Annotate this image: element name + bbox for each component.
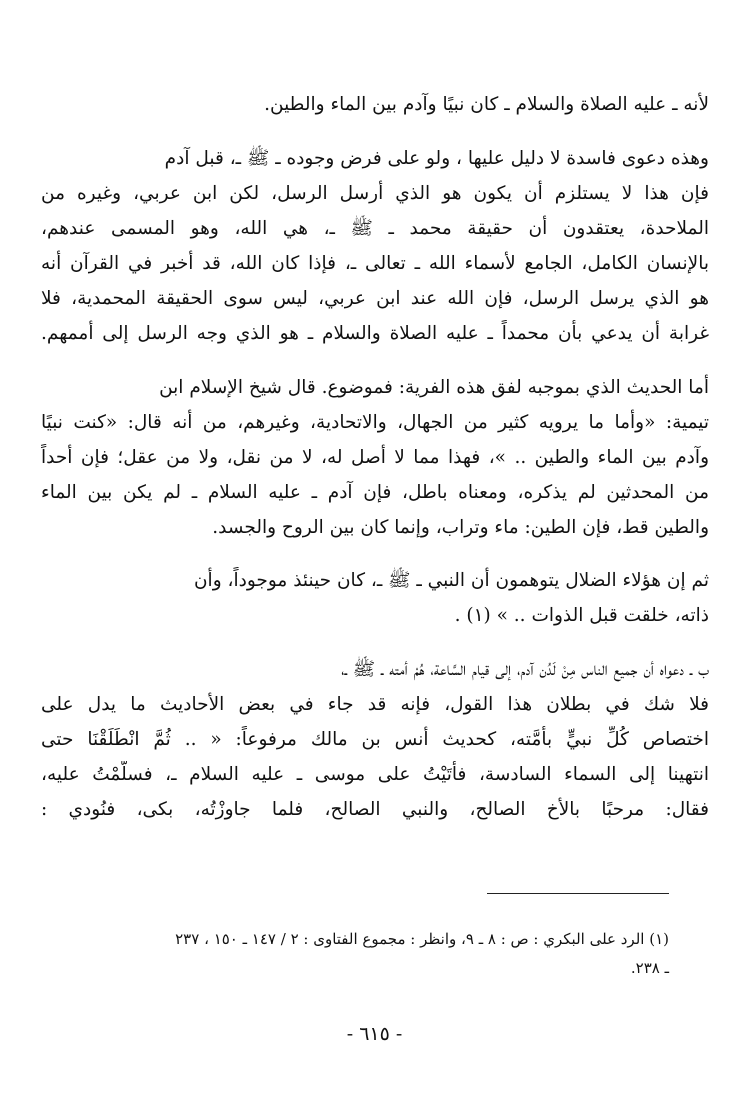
paragraph-line: ب ـ دعواه أن جميع الناس مِنْ لَدُن آدم، إلى قيام السَّاعة، هُمْ أمته ـ ﷺ ـ، — [341, 659, 709, 680]
paragraph-line: وهذه دعوى فاسدة لا دليل عليها ، ولو على فرض وجوده ـ ﷺ ـ، قبل آدم — [164, 148, 709, 169]
page-number: - ٦١٥ - — [346, 1023, 403, 1045]
paragraph-line: غرابة أن يدعي بأن محمداً ـ عليه الصلاة والسلام ـ هو الذي وجه الرسل إلى أممهم. — [41, 323, 709, 344]
paragraph-line: بالإنسان الكامل، الجامع لأسماء الله ـ تعالى ـ، فإذا كان الله، قد أخبر في القرآن أنه — [41, 253, 709, 274]
paragraph-line: الملاحدة، يعتقدون أن حقيقة محمد ـ ﷺ ـ، هي الله، وهو المسمى عندهم، — [41, 218, 709, 239]
paragraph-line: أما الحديث الذي بموجبه لفق هذه الفرية: فموضوع. قال شيخ الإسلام ابن — [159, 377, 709, 398]
paragraph-line: اختصاص كُلِّ نبيٍّ بأُمَّته، كحديث أنس بن مالك مرفوعاً: « .. ثُمَّ انْطَلَقْنَا حتى — [41, 729, 709, 750]
paragraph-line: فقال: مرحبًا بالأخ الصالح، والنبي الصالح، فلما جاوزْتُه، بكى، فنُودي : — [41, 799, 709, 820]
paragraph-line: وآدم بين الماء والطين .. »، فهذا مما لا أصل له، لا من نقل، ولا من عقل؛ فإن أحداً — [41, 447, 709, 468]
paragraph-line: فإن هذا لا يستلزم أن يكون هو الذي أرسل الرسل، لكن ابن عربي، وغيره من — [41, 183, 709, 204]
paragraph-line: من المحدثين لم يذكره، ومعناه باطل، فإن آدم ـ عليه السلام ـ لم يكن بين الماء — [41, 482, 709, 503]
paragraph-line: فلا شك في بطلان هذا القول، فإنه قد جاء في بعض الأحاديث ما يدل على — [41, 694, 709, 715]
paragraph-line: ثم إن هؤلاء الضلال يتوهمون أن النبي ـ ﷺ ـ، كان حينئذ موجوداً، وأن — [193, 570, 709, 591]
paragraph-line: ذاته، خلقت قبل الذوات .. » (١) . — [454, 605, 709, 626]
paragraph-line: انتهينا إلى السماء السادسة، فأتَيْتُ على موسى ـ عليه السلام ـ، فسلَّمْتُ عليه، — [41, 764, 709, 785]
paragraph-line: والطين قط، فإن الطين: ماء وتراب، وإنما كان بين الروح والجسد. — [212, 517, 709, 538]
paragraph-line: هو الذي يرسل الرسل، فإن الله عند ابن عربي، ليس سوى الحقيقة المحمدية، فلا — [41, 288, 709, 309]
footnote-line: (١) الرد على البكري : ص : ٨ ـ ٩، وانظر : مجموع الفتاوى : ٢ / ١٤٧ ـ ١٥٠ ، ٢٣٧ — [175, 930, 669, 948]
paragraph-line: تيمية: «وأما ما يرويه كثير من الجهال، والاتحادية، وغيرهم، من أنه قال: «كنت نبيًا — [41, 412, 709, 433]
paragraph-line: لأنه ـ عليه الصلاة والسلام ـ كان نبيًا وآدم بين الماء والطين. — [264, 94, 709, 115]
footnote-line: ـ ٢٣٨. — [630, 959, 669, 977]
footnote-divider — [487, 893, 669, 894]
